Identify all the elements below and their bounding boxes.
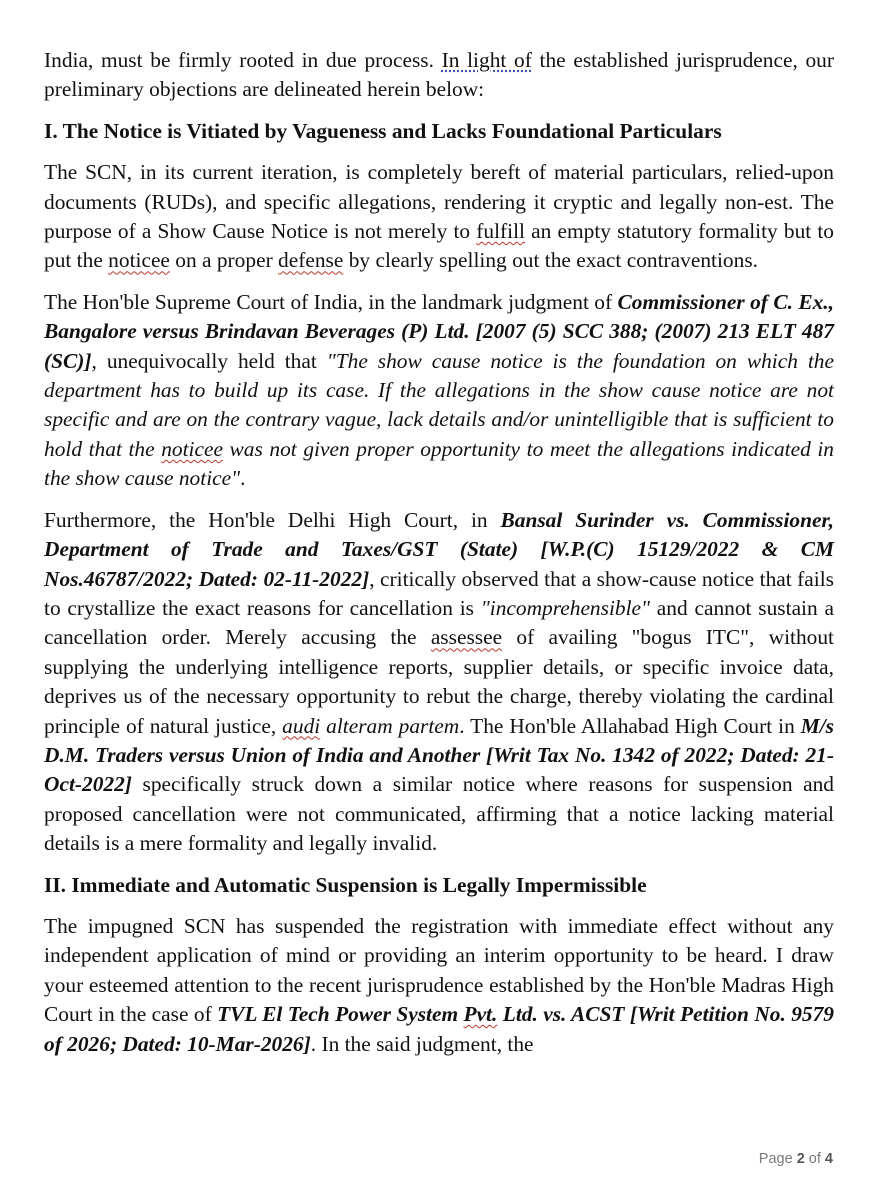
case-citation: Ltd. vs. ACST [Writ Petition No. 9579 of 2026; Dated: 10-Mar-2026]	[44, 1002, 834, 1056]
spellcheck-word[interactable]: audi	[282, 713, 321, 738]
grammar-flag-phrase[interactable]: In light of	[441, 48, 532, 72]
spellcheck-word[interactable]: Pvt.	[463, 1002, 498, 1027]
text: . The Hon'ble Allahabad High Court in	[459, 713, 801, 738]
quotation: was not given proper opportunity to meet the allegations indicated in the show cause notice"	[44, 436, 834, 491]
current-page: 2	[796, 1151, 805, 1167]
paragraph-intro	[44, 46, 834, 105]
text: , unequivocally held that	[91, 348, 327, 373]
page-label: Page	[758, 1151, 797, 1167]
paragraph-scn-vagueness	[44, 158, 834, 276]
text: and cannot sustain a cancellation order. Merely accusing the	[44, 595, 834, 650]
document-body	[44, 46, 834, 1071]
text: The impugned SCN has suspended the registration with immediate effect without any independent application of mind or providing an interim opportunity to be heard. I draw your esteemed attention to the recent jurisprudence established by the Hon'ble Madras High Court in the case of	[44, 913, 834, 1027]
text: The Hon'ble Supreme Court of India, in the landmark judgment of	[44, 289, 618, 314]
text: by clearly spelling out the exact contraventions.	[343, 248, 758, 273]
case-citation: Bansal Surinder vs. Commissioner, Department of Trade and Taxes/GST (State) [W.P.(C) 15129/2022 & CM Nos.46787/2022; Dated: 02-11-2022]	[44, 507, 834, 591]
text: specifically struck down a similar notice where reasons for suspension and proposed cancellation were not communicated, affirming that a notice lacking material details is a mere formality and legally invalid.	[44, 772, 834, 856]
page-of-label: of	[804, 1151, 825, 1167]
text: Furthermore, the Hon'ble Delhi High Court, in	[44, 507, 501, 532]
case-citation: M/s D.M. Traders versus Union of India and Another [Writ Tax No. 1342 of 2022; Dated: 21-Oct-2022]	[44, 713, 835, 797]
text: .	[240, 466, 246, 491]
section-heading-2: II. Immediate and Automatic Suspension is Legally Impermissible	[44, 872, 647, 897]
text: The SCN, in its current iteration, is completely bereft of material particulars, relied-upon documents (RUDs), and specific allegations, rendering it cryptic and legally non-est. The purpose of a Show Cause Notice is not merely to	[44, 160, 834, 244]
quotation: "The show cause notice is the foundation on which the department has to build up its case. If the allegations in the show cause notice are not specific and are on the contrary vague, lack details and/or unintelligible that is sufficient to hold that the	[44, 348, 834, 461]
text: an empty statutory formality but to put the	[44, 219, 835, 273]
text: , critically observed that a show-cause notice that fails to crystallize the exact reasons for cancellation is	[44, 566, 834, 620]
spellcheck-word[interactable]: defense	[278, 248, 344, 273]
case-citation: TVL El Tech Power System	[217, 1002, 464, 1027]
text: on a proper	[169, 248, 279, 273]
paragraph-high-courts	[44, 506, 834, 859]
spellcheck-word[interactable]: fulfill	[476, 219, 525, 244]
paragraph-supreme-court	[44, 288, 834, 494]
text: the established jurisprudence, our preliminary objections are delineated herein below:	[44, 48, 834, 102]
text: India, must be firmly rooted in due process.	[44, 48, 442, 72]
latin-phrase: alteram partem	[320, 713, 460, 738]
section-heading-1: I. The Notice is Vitiated by Vagueness and Lacks Foundational Particulars	[44, 118, 722, 143]
page-number	[759, 1151, 833, 1167]
spellcheck-word[interactable]: assessee	[430, 625, 503, 650]
total-pages: 4	[824, 1151, 833, 1167]
text: . In the said judgment, the	[310, 1031, 534, 1056]
spellcheck-word[interactable]: noticee	[108, 248, 170, 273]
text: of availing "bogus ITC", without supplying the underlying intelligence reports, supplier details, or specific invoice data, deprives us of the necessary opportunity to rebut the charge, thereby violating the cardinal principle of natural justice,	[44, 625, 834, 738]
paragraph-suspension	[44, 912, 834, 1059]
spellcheck-word[interactable]: noticee	[161, 436, 223, 461]
quoted-term: "incomprehensible"	[480, 595, 651, 620]
case-citation: Commissioner of C. Ex., Bangalore versus Brindavan Beverages (P) Ltd. [2007 (5) SCC 388; (2007) 213 ELT 487 (SC)]	[44, 289, 835, 373]
